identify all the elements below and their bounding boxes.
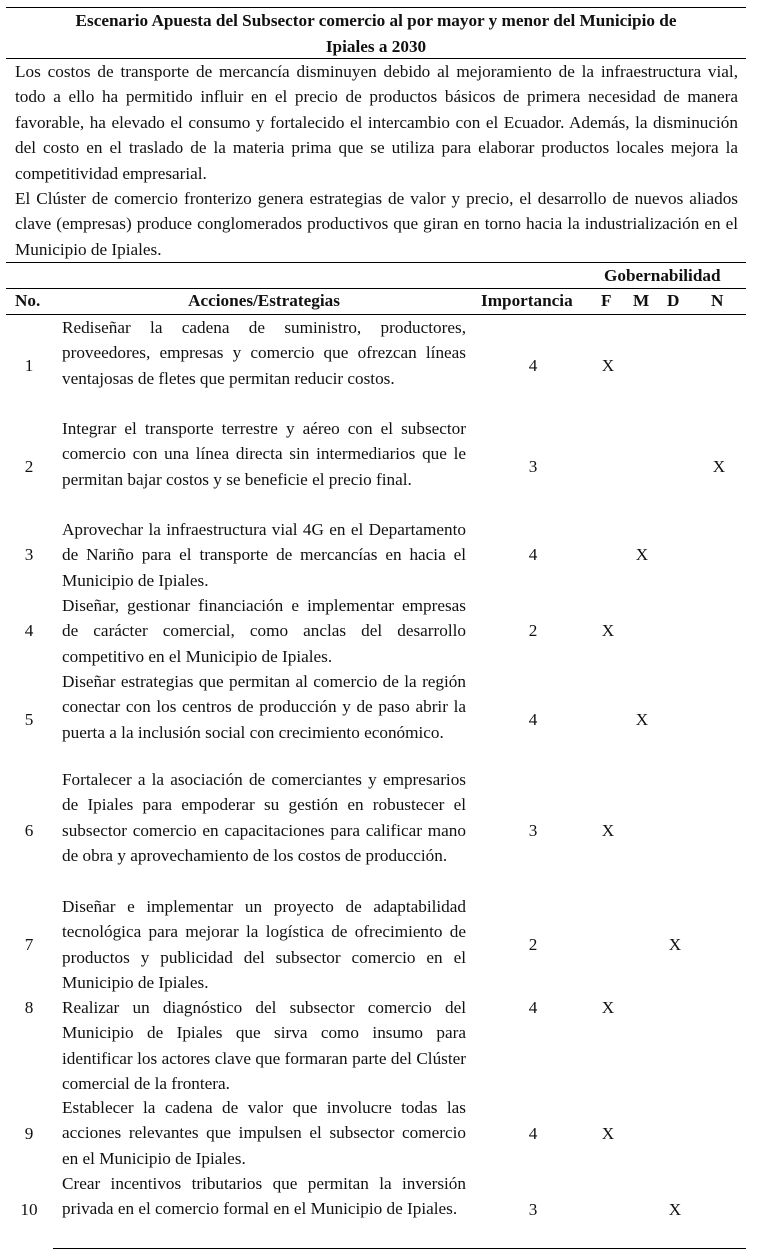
row-importance: 4 [528, 545, 538, 564]
gobernabilidad-header: Gobernabilidad [604, 266, 721, 285]
row-number: 5 [24, 710, 34, 729]
mark-f: X [601, 821, 615, 840]
column-header-d: D [667, 291, 680, 310]
mark-f: X [601, 998, 615, 1017]
row-action: Crear incentivos tributarios que permitan la inversión privada en el comercio formal en el Municipio de Ipiales. [62, 1174, 466, 1219]
row-importance: 4 [528, 998, 538, 1017]
mark-f: X [601, 1124, 615, 1143]
row-action: Rediseñar la cadena de suministro, productores, proveedores, empresas y comercio que ofrezcan líneas ventajosas de fletes que permitan reducir costos. [62, 318, 466, 388]
mark-d: X [668, 935, 682, 954]
row-action: Fortalecer a la asociación de comerciantes y empresarios de Ipiales para empoderar su gestión en robustecer el subsector comercio en capacitaciones para calificar mano de obra y aprovechamiento de los costos de producción. [62, 770, 466, 866]
row-action: Diseñar estrategias que permitan al comercio de la región conectar con los centros de producción y de paso abrir la puerta a la inclusión social con crecimiento económico. [62, 672, 466, 742]
row-importance: 3 [528, 457, 538, 476]
column-header-f: F [601, 291, 612, 310]
row-number: 3 [24, 545, 34, 564]
row-action: Integrar el transporte terrestre y aéreo con el subsector comercio con una línea directa sin intermediarios que le permitan bajar costos y se beneficie el precio final. [62, 419, 466, 489]
column-header-m: M [633, 291, 650, 310]
row-importance: 4 [528, 1124, 538, 1143]
row-action: Diseñar, gestionar financiación e implementar empresas de carácter comercial, como anclas del desarrollo competitivo en el Municipio de Ipiales. [62, 596, 466, 666]
row-importance: 4 [528, 710, 538, 729]
column-header-no: No. [15, 291, 41, 310]
intro-paragraph-1: Los costos de transporte de mercancía disminuyen debido al mejoramiento de la infraestructura vial, todo a ello ha permitido influir en el precio de productos básicos de primera necesidad de manera favorable, ha elevado el consumo y fortalecido el intercambio con el Ecuador. Además, la disminución del costo en el traslado de la materia prima que se utiliza para elaborar productos locales mejora la competitividad empresarial. [15, 62, 738, 183]
row-number: 6 [24, 821, 34, 840]
mark-f: X [601, 621, 615, 640]
row-action: Establecer la cadena de valor que involucre todas las acciones relevantes que impulsen el subsector comercio en el Municipio de Ipiales. [62, 1098, 466, 1168]
row-importance: 2 [528, 935, 538, 954]
row-number: 2 [24, 457, 34, 476]
mark-m: X [635, 710, 649, 729]
group-header-rule [6, 288, 746, 289]
column-header-importancia: Importancia [481, 291, 573, 310]
column-header-n: N [711, 291, 724, 310]
mark-d: X [668, 1200, 682, 1219]
title-line-1: Escenario Apuesta del Subsector comercio al por mayor y menor del Municipio de [75, 11, 677, 30]
mark-f: X [601, 356, 615, 375]
row-number: 8 [24, 998, 34, 1017]
row-action: Diseñar e implementar un proyecto de adaptabilidad tecnológica para mejorar la logística de ofrecimiento de productos y publicidad del subsector comercio en el Municipio de Ipiales. [62, 897, 466, 993]
row-importance: 2 [528, 621, 538, 640]
row-number: 4 [24, 621, 34, 640]
scenario-description [15, 59, 738, 262]
row-number: 10 [20, 1200, 38, 1219]
bottom-rule [53, 1248, 746, 1249]
row-importance: 4 [528, 356, 538, 375]
column-header-acciones: Acciones/Estrategias [188, 291, 340, 310]
row-number: 7 [24, 935, 34, 954]
row-number: 1 [24, 356, 34, 375]
row-importance: 3 [528, 821, 538, 840]
row-number: 9 [24, 1124, 34, 1143]
title-line-2: Ipiales a 2030 [325, 36, 427, 56]
intro-paragraph-2: El Clúster de comercio fronterizo genera estrategias de valor y precio, el desarrollo de nuevos aliados clave (empresas) produce conglomerados productivos que giran en torno hacia la industrialización en el Municipio de Ipiales. [15, 189, 738, 259]
row-action: Realizar un diagnóstico del subsector comercio del Municipio de Ipiales que sirva como insumo para identificar los actores clave que formaran parte del Clúster comercial de la frontera. [62, 998, 466, 1094]
scenario-title [6, 8, 746, 59]
mark-n: X [712, 457, 726, 476]
row-action: Aprovechar la infraestructura vial 4G en el Departamento de Nariño para el transporte de mercancías en hacia el Municipio de Ipiales. [62, 520, 466, 590]
mark-m: X [635, 545, 649, 564]
row-importance: 3 [528, 1200, 538, 1219]
